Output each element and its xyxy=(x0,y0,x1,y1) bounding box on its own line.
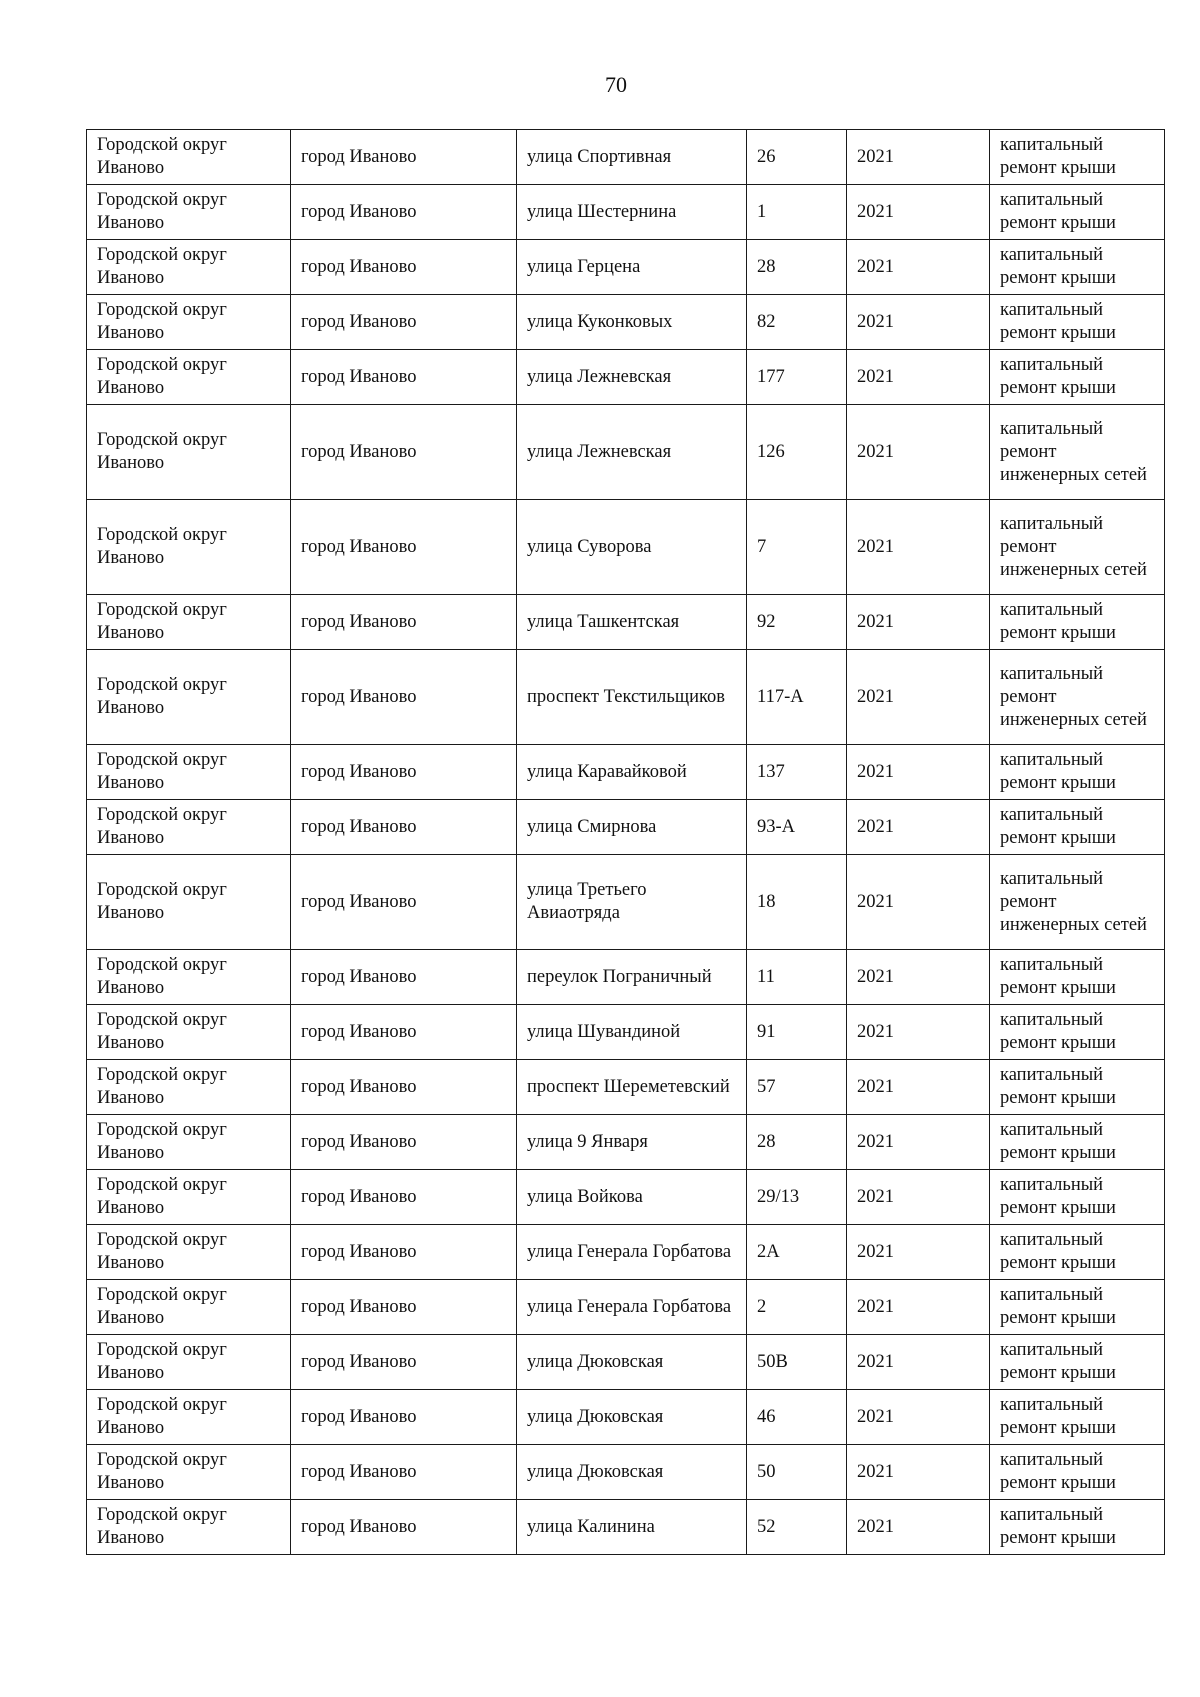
year-cell: 2021 xyxy=(847,1115,990,1170)
street-cell: улица Шувандиной xyxy=(517,1005,747,1060)
street-cell: переулок Пограничный xyxy=(517,950,747,1005)
table-row xyxy=(87,1005,1165,1060)
municipal-district-cell: Городской округ Иваново xyxy=(87,1060,291,1115)
settlement-cell: город Иваново xyxy=(291,240,517,295)
house-number-cell: 82 xyxy=(747,295,847,350)
street-cell: улица Шестернина xyxy=(517,185,747,240)
settlement-cell: город Иваново xyxy=(291,745,517,800)
municipal-district-cell: Городской округ Иваново xyxy=(87,295,291,350)
municipal-district-cell: Городской округ Иваново xyxy=(87,130,291,185)
table-row xyxy=(87,1445,1165,1500)
street-cell: улица Лежневская xyxy=(517,350,747,405)
municipal-district-cell: Городской округ Иваново xyxy=(87,350,291,405)
year-cell: 2021 xyxy=(847,185,990,240)
house-number-cell: 52 xyxy=(747,1500,847,1555)
street-cell: улица Куконковых xyxy=(517,295,747,350)
settlement-cell: город Иваново xyxy=(291,855,517,950)
settlement-cell: город Иваново xyxy=(291,595,517,650)
house-number-cell: 126 xyxy=(747,405,847,500)
house-number-cell: 29/13 xyxy=(747,1170,847,1225)
municipal-district-cell: Городской округ Иваново xyxy=(87,185,291,240)
settlement-cell: город Иваново xyxy=(291,1500,517,1555)
year-cell: 2021 xyxy=(847,1060,990,1115)
street-cell: улица Генерала Горбатова xyxy=(517,1225,747,1280)
street-cell: улица Суворова xyxy=(517,500,747,595)
settlement-cell: город Иваново xyxy=(291,1060,517,1115)
house-number-cell: 11 xyxy=(747,950,847,1005)
table-row xyxy=(87,1335,1165,1390)
work-type-cell: капитальный ремонт крыши xyxy=(990,1225,1165,1280)
work-type-cell: капитальный ремонт крыши xyxy=(990,745,1165,800)
work-type-cell: капитальный ремонт крыши xyxy=(990,185,1165,240)
work-type-cell: капитальный ремонт крыши xyxy=(990,1445,1165,1500)
year-cell: 2021 xyxy=(847,1335,990,1390)
street-cell: проспект Шереметевский xyxy=(517,1060,747,1115)
municipal-district-cell: Городской округ Иваново xyxy=(87,500,291,595)
street-cell: улица Войкова xyxy=(517,1170,747,1225)
year-cell: 2021 xyxy=(847,595,990,650)
table-row xyxy=(87,405,1165,500)
settlement-cell: город Иваново xyxy=(291,800,517,855)
page-number: 70 xyxy=(605,72,627,97)
year-cell: 2021 xyxy=(847,800,990,855)
house-number-cell: 46 xyxy=(747,1390,847,1445)
street-cell: улица Третьего Авиаотряда xyxy=(517,855,747,950)
municipal-district-cell: Городской округ Иваново xyxy=(87,1335,291,1390)
settlement-cell: город Иваново xyxy=(291,405,517,500)
year-cell: 2021 xyxy=(847,240,990,295)
year-cell: 2021 xyxy=(847,855,990,950)
work-type-cell: капитальный ремонт крыши xyxy=(990,295,1165,350)
street-cell: улица Дюковская xyxy=(517,1445,747,1500)
house-number-cell: 137 xyxy=(747,745,847,800)
table-row xyxy=(87,1500,1165,1555)
house-number-cell: 50В xyxy=(747,1335,847,1390)
table-row xyxy=(87,130,1165,185)
street-cell: проспект Текстильщиков xyxy=(517,650,747,745)
table-row xyxy=(87,185,1165,240)
table-row xyxy=(87,295,1165,350)
settlement-cell: город Иваново xyxy=(291,1115,517,1170)
street-cell: улица Ташкентская xyxy=(517,595,747,650)
municipal-district-cell: Городской округ Иваново xyxy=(87,405,291,500)
year-cell: 2021 xyxy=(847,745,990,800)
work-type-cell: капитальный ремонт крыши xyxy=(990,800,1165,855)
work-type-cell: капитальный ремонт крыши xyxy=(990,1005,1165,1060)
settlement-cell: город Иваново xyxy=(291,1170,517,1225)
house-number-cell: 57 xyxy=(747,1060,847,1115)
municipal-district-cell: Городской округ Иваново xyxy=(87,1445,291,1500)
settlement-cell: город Иваново xyxy=(291,1280,517,1335)
house-number-cell: 2 xyxy=(747,1280,847,1335)
settlement-cell: город Иваново xyxy=(291,500,517,595)
repair-register-table xyxy=(86,129,1165,1555)
municipal-district-cell: Городской округ Иваново xyxy=(87,745,291,800)
municipal-district-cell: Городской округ Иваново xyxy=(87,855,291,950)
table-row xyxy=(87,1225,1165,1280)
municipal-district-cell: Городской округ Иваново xyxy=(87,595,291,650)
year-cell: 2021 xyxy=(847,130,990,185)
street-cell: улица Генерала Горбатова xyxy=(517,1280,747,1335)
table-row xyxy=(87,1280,1165,1335)
municipal-district-cell: Городской округ Иваново xyxy=(87,1280,291,1335)
year-cell: 2021 xyxy=(847,500,990,595)
work-type-cell: капитальный ремонт инженерных сетей xyxy=(990,855,1165,950)
table-row xyxy=(87,800,1165,855)
table-row xyxy=(87,1170,1165,1225)
municipal-district-cell: Городской округ Иваново xyxy=(87,1225,291,1280)
work-type-cell: капитальный ремонт крыши xyxy=(990,595,1165,650)
year-cell: 2021 xyxy=(847,950,990,1005)
table-row xyxy=(87,1115,1165,1170)
year-cell: 2021 xyxy=(847,405,990,500)
house-number-cell: 91 xyxy=(747,1005,847,1060)
municipal-district-cell: Городской округ Иваново xyxy=(87,1500,291,1555)
work-type-cell: капитальный ремонт крыши xyxy=(990,1335,1165,1390)
work-type-cell: капитальный ремонт инженерных сетей xyxy=(990,500,1165,595)
settlement-cell: город Иваново xyxy=(291,950,517,1005)
work-type-cell: капитальный ремонт крыши xyxy=(990,1280,1165,1335)
municipal-district-cell: Городской округ Иваново xyxy=(87,1115,291,1170)
street-cell: улица Спортивная xyxy=(517,130,747,185)
house-number-cell: 2А xyxy=(747,1225,847,1280)
street-cell: улица 9 Января xyxy=(517,1115,747,1170)
year-cell: 2021 xyxy=(847,1390,990,1445)
year-cell: 2021 xyxy=(847,1225,990,1280)
house-number-cell: 28 xyxy=(747,1115,847,1170)
table-row xyxy=(87,745,1165,800)
house-number-cell: 1 xyxy=(747,185,847,240)
house-number-cell: 28 xyxy=(747,240,847,295)
municipal-district-cell: Городской округ Иваново xyxy=(87,800,291,855)
street-cell: улица Каравайковой xyxy=(517,745,747,800)
settlement-cell: город Иваново xyxy=(291,1335,517,1390)
house-number-cell: 26 xyxy=(747,130,847,185)
year-cell: 2021 xyxy=(847,295,990,350)
house-number-cell: 50 xyxy=(747,1445,847,1500)
municipal-district-cell: Городской округ Иваново xyxy=(87,1005,291,1060)
table-row xyxy=(87,950,1165,1005)
work-type-cell: капитальный ремонт крыши xyxy=(990,1060,1165,1115)
house-number-cell: 93-А xyxy=(747,800,847,855)
street-cell: улица Дюковская xyxy=(517,1390,747,1445)
house-number-cell: 7 xyxy=(747,500,847,595)
work-type-cell: капитальный ремонт крыши xyxy=(990,950,1165,1005)
work-type-cell: капитальный ремонт инженерных сетей xyxy=(990,650,1165,745)
settlement-cell: город Иваново xyxy=(291,295,517,350)
street-cell: улица Калинина xyxy=(517,1500,747,1555)
settlement-cell: город Иваново xyxy=(291,350,517,405)
street-cell: улица Дюковская xyxy=(517,1335,747,1390)
street-cell: улица Герцена xyxy=(517,240,747,295)
street-cell: улица Смирнова xyxy=(517,800,747,855)
table-row xyxy=(87,240,1165,295)
work-type-cell: капитальный ремонт крыши xyxy=(990,130,1165,185)
settlement-cell: город Иваново xyxy=(291,185,517,240)
municipal-district-cell: Городской округ Иваново xyxy=(87,1170,291,1225)
house-number-cell: 18 xyxy=(747,855,847,950)
settlement-cell: город Иваново xyxy=(291,650,517,745)
work-type-cell: капитальный ремонт крыши xyxy=(990,1500,1165,1555)
year-cell: 2021 xyxy=(847,1170,990,1225)
municipal-district-cell: Городской округ Иваново xyxy=(87,1390,291,1445)
settlement-cell: город Иваново xyxy=(291,1225,517,1280)
house-number-cell: 117-А xyxy=(747,650,847,745)
year-cell: 2021 xyxy=(847,1005,990,1060)
street-cell: улица Лежневская xyxy=(517,405,747,500)
house-number-cell: 177 xyxy=(747,350,847,405)
year-cell: 2021 xyxy=(847,650,990,745)
table-row xyxy=(87,1060,1165,1115)
house-number-cell: 92 xyxy=(747,595,847,650)
work-type-cell: капитальный ремонт крыши xyxy=(990,240,1165,295)
year-cell: 2021 xyxy=(847,1500,990,1555)
work-type-cell: капитальный ремонт крыши xyxy=(990,1170,1165,1225)
municipal-district-cell: Городской округ Иваново xyxy=(87,950,291,1005)
municipal-district-cell: Городской округ Иваново xyxy=(87,240,291,295)
work-type-cell: капитальный ремонт крыши xyxy=(990,1390,1165,1445)
year-cell: 2021 xyxy=(847,1280,990,1335)
year-cell: 2021 xyxy=(847,350,990,405)
table-row xyxy=(87,500,1165,595)
table-row xyxy=(87,1390,1165,1445)
work-type-cell: капитальный ремонт крыши xyxy=(990,1115,1165,1170)
year-cell: 2021 xyxy=(847,1445,990,1500)
work-type-cell: капитальный ремонт крыши xyxy=(990,350,1165,405)
settlement-cell: город Иваново xyxy=(291,1390,517,1445)
table-row xyxy=(87,350,1165,405)
table-row xyxy=(87,595,1165,650)
table-row xyxy=(87,855,1165,950)
table-row xyxy=(87,650,1165,745)
settlement-cell: город Иваново xyxy=(291,1005,517,1060)
work-type-cell: капитальный ремонт инженерных сетей xyxy=(990,405,1165,500)
municipal-district-cell: Городской округ Иваново xyxy=(87,650,291,745)
settlement-cell: город Иваново xyxy=(291,130,517,185)
settlement-cell: город Иваново xyxy=(291,1445,517,1500)
